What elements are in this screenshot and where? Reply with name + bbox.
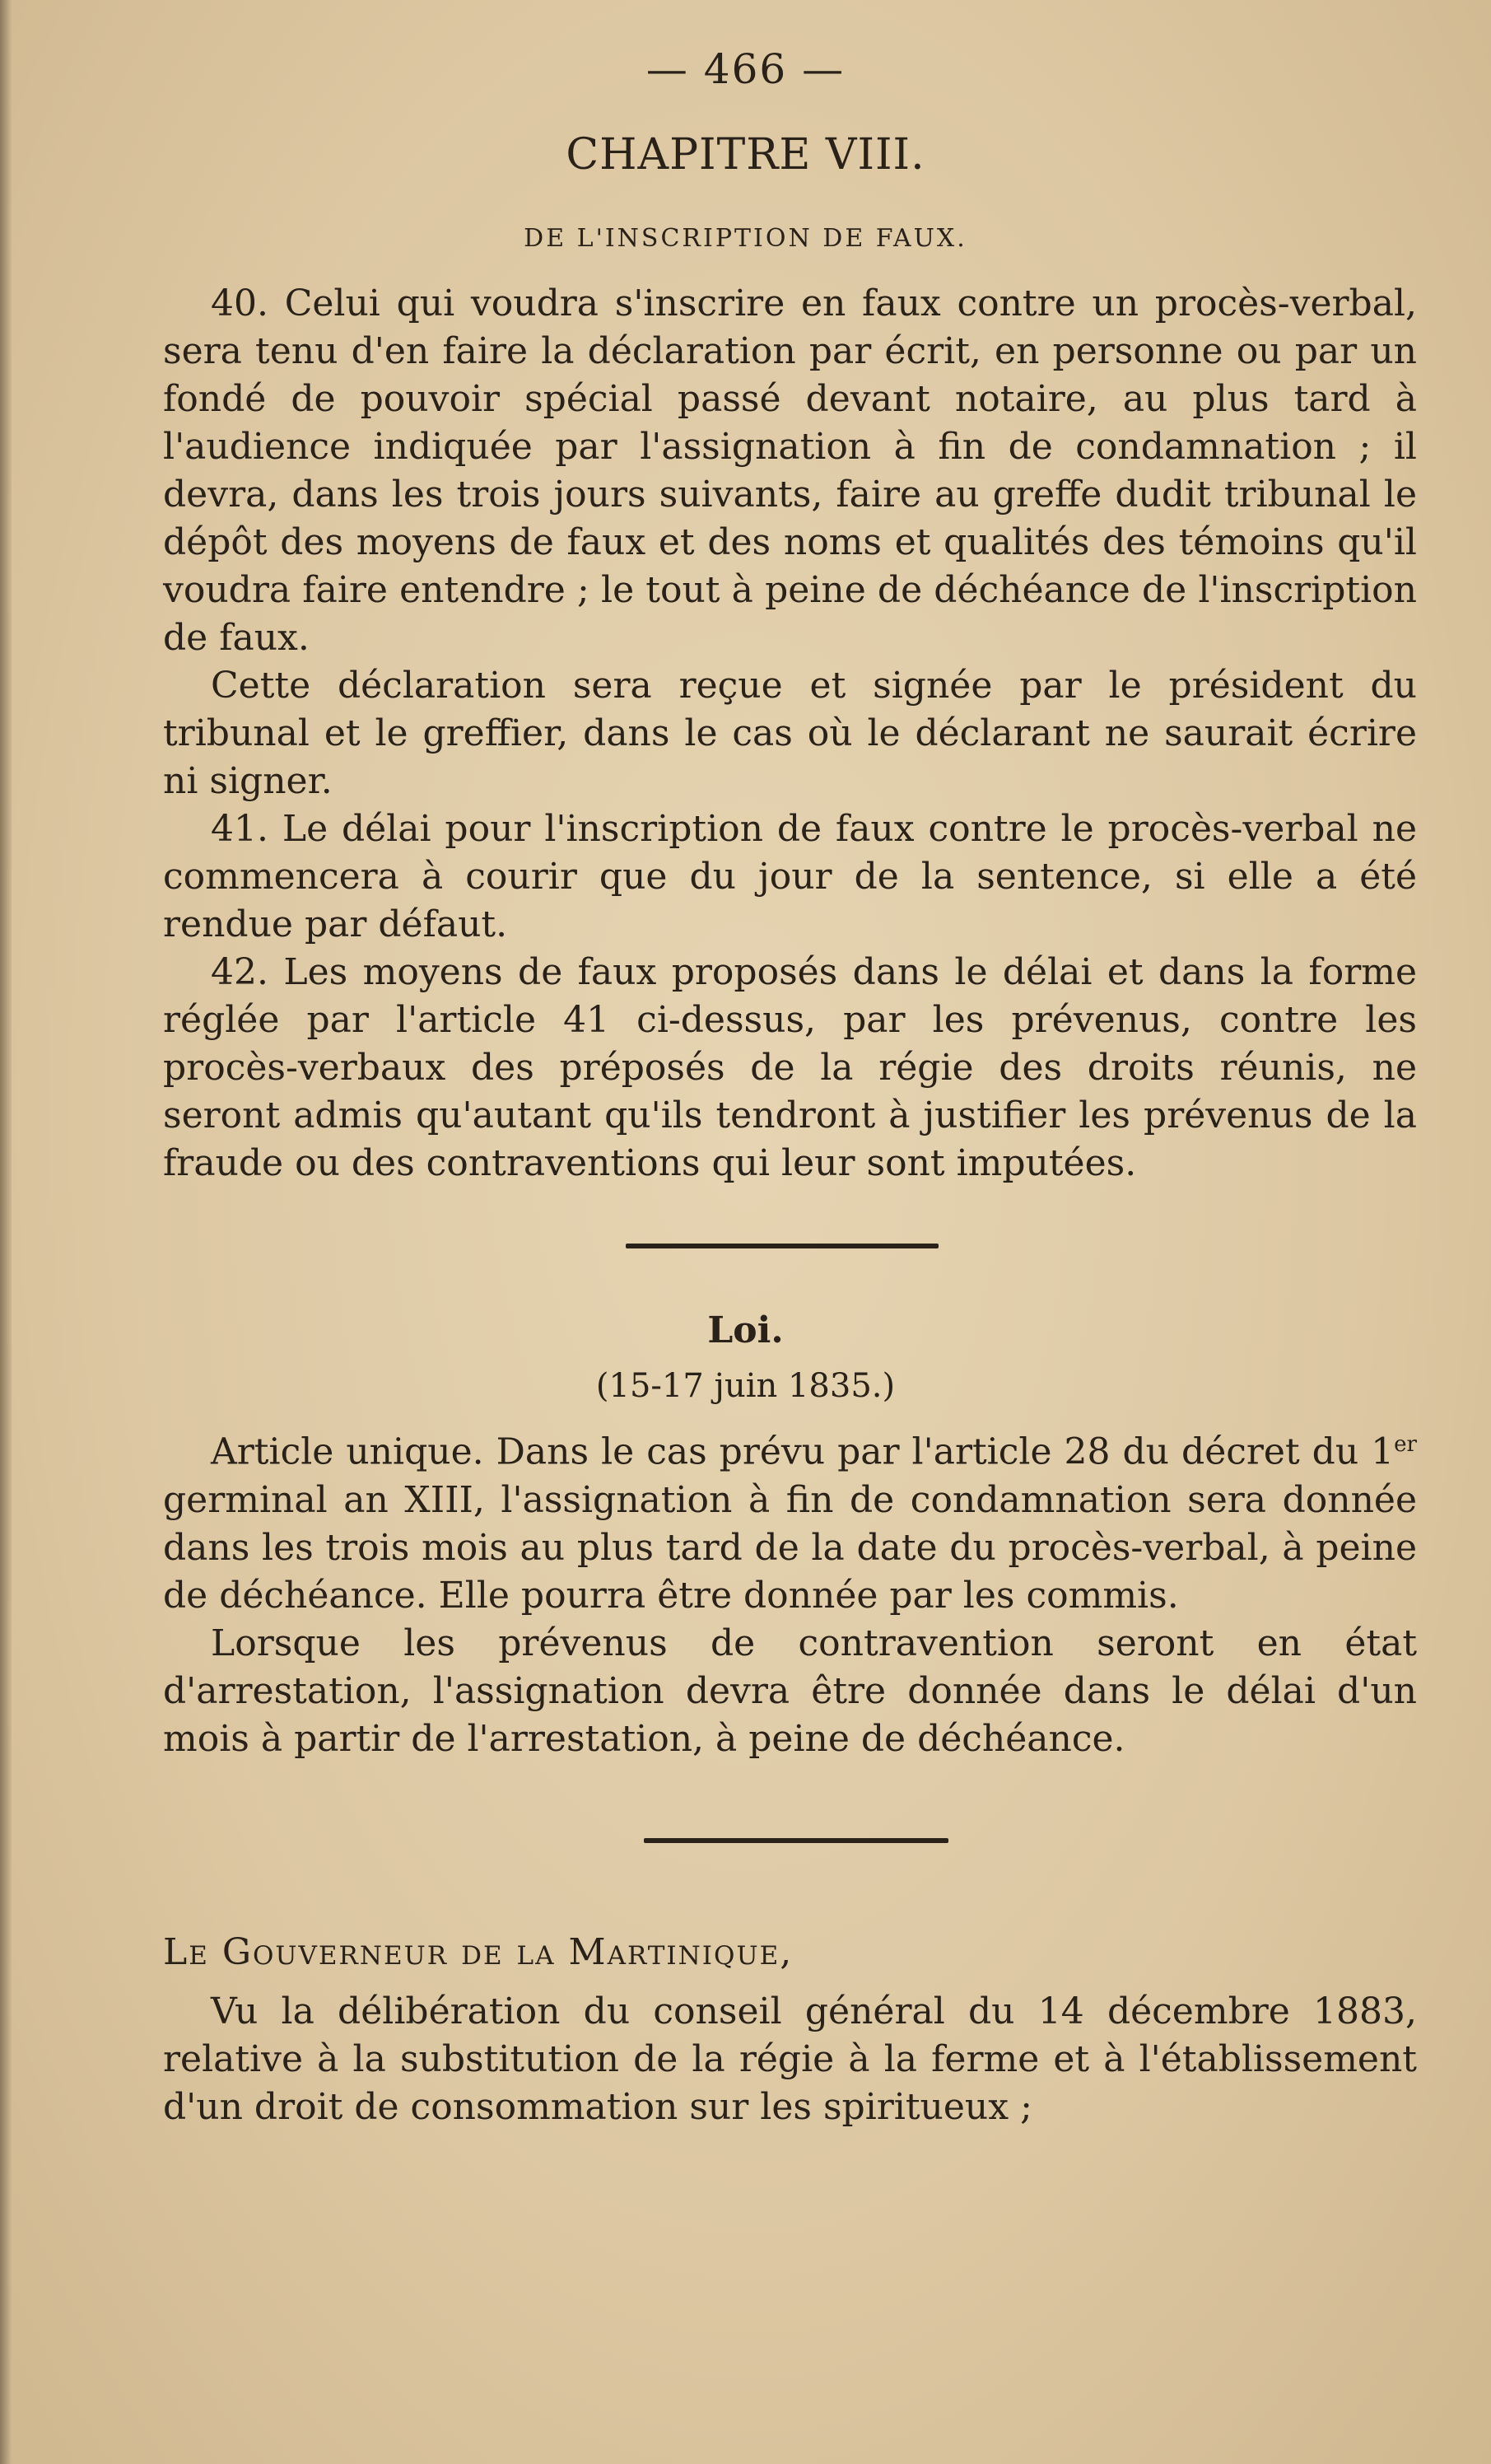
- article-41: [163, 805, 1417, 949]
- article-40: [163, 280, 1417, 662]
- loi-block: [163, 1421, 1417, 1763]
- loi-paragraph-1-sup: er: [1394, 1432, 1417, 1457]
- article-42-text: 42. Les moyens de faux proposés dans le délai et dans la forme réglée par l'article 41 ci-dessus, par les prévenus, contre les procès-verbaux des préposés de la régie des droits réunis, ne seront admis qu'autant qu'ils tendront à justifier les prévenus de la fraude ou des contraventions qui leur sont imputées.: [163, 951, 1417, 1184]
- article-40-text: 40. Celui qui voudra s'inscrire en faux contre un procès-verbal, sera tenu d'en faire la déclaration par écrit, en personne ou par un fondé de pouvoir spécial passé devant notaire, au plus tard à l'audience indiquée par l'assignation à fin de condamnation ; il devra, dans les trois jours suivants, faire au greffe dudit tribunal le dépôt des moyens de faux et des noms et qualités des témoins qu'il voudra faire entendre ; le tout à peine de déchéance de l'inscription de faux.: [163, 282, 1417, 659]
- gouverneur-heading: Le Gouverneur de la Martinique,: [163, 1931, 794, 1973]
- article-41-text: 41. Le délai pour l'inscription de faux contre le procès-verbal ne commencera à courir que du jour de la sentence, si elle a été rendue par défaut.: [163, 808, 1417, 945]
- article-40-declaration: [163, 662, 1417, 805]
- loi-paragraph-2-text: Lorsque les prévenus de contravention seront en état d'arrestation, l'assignation devra être donnée dans le délai d'un mois à partir de l'arrestation, à peine de déchéance.: [163, 1622, 1417, 1760]
- chapter-title: CHAPITRE VIII.: [566, 130, 925, 180]
- gouverneur-paragraph: [163, 1988, 1417, 2131]
- section-title: DE L'INSCRIPTION DE FAUX.: [524, 224, 967, 253]
- separator-rule-2: [644, 1838, 948, 1843]
- gouverneur-paragraph-text: Vu la délibération du conseil général du 14 décembre 1883, relative à la substitution de la régie à la ferme et à l'établissement d'un droit de consommation sur les spiritueux ;: [163, 1990, 1417, 2128]
- page-number: — 466 —: [645, 45, 846, 93]
- separator-rule-1: [626, 1244, 939, 1248]
- loi-paragraph-1-text-b: germinal an XIII, l'assignation à fin de condamnation sera donnée dans les trois mois au plus tard de la date du procès-verbal, à peine de déchéance. Elle pourra être donnée par les commis.: [163, 1478, 1417, 1617]
- articles-block: [163, 280, 1417, 1188]
- page-edge-shadow: [0, 0, 12, 2464]
- gouverneur-block: [163, 1988, 1417, 2131]
- loi-paragraph-1: [163, 1421, 1417, 1620]
- loi-paragraph-2: [163, 1620, 1417, 1763]
- loi-date: (15-17 juin 1835.): [595, 1367, 896, 1405]
- loi-heading: Loi.: [707, 1309, 784, 1351]
- loi-paragraph-1-text-a: Article unique. Dans le cas prévu par l'article 28 du décret du 1: [211, 1430, 1395, 1473]
- article-40-declaration-text: Cette déclaration sera reçue et signée par le président du tribunal et le greffier, dans le cas où le déclarant ne saurait écrire ni signer.: [163, 665, 1417, 802]
- article-42: [163, 949, 1417, 1188]
